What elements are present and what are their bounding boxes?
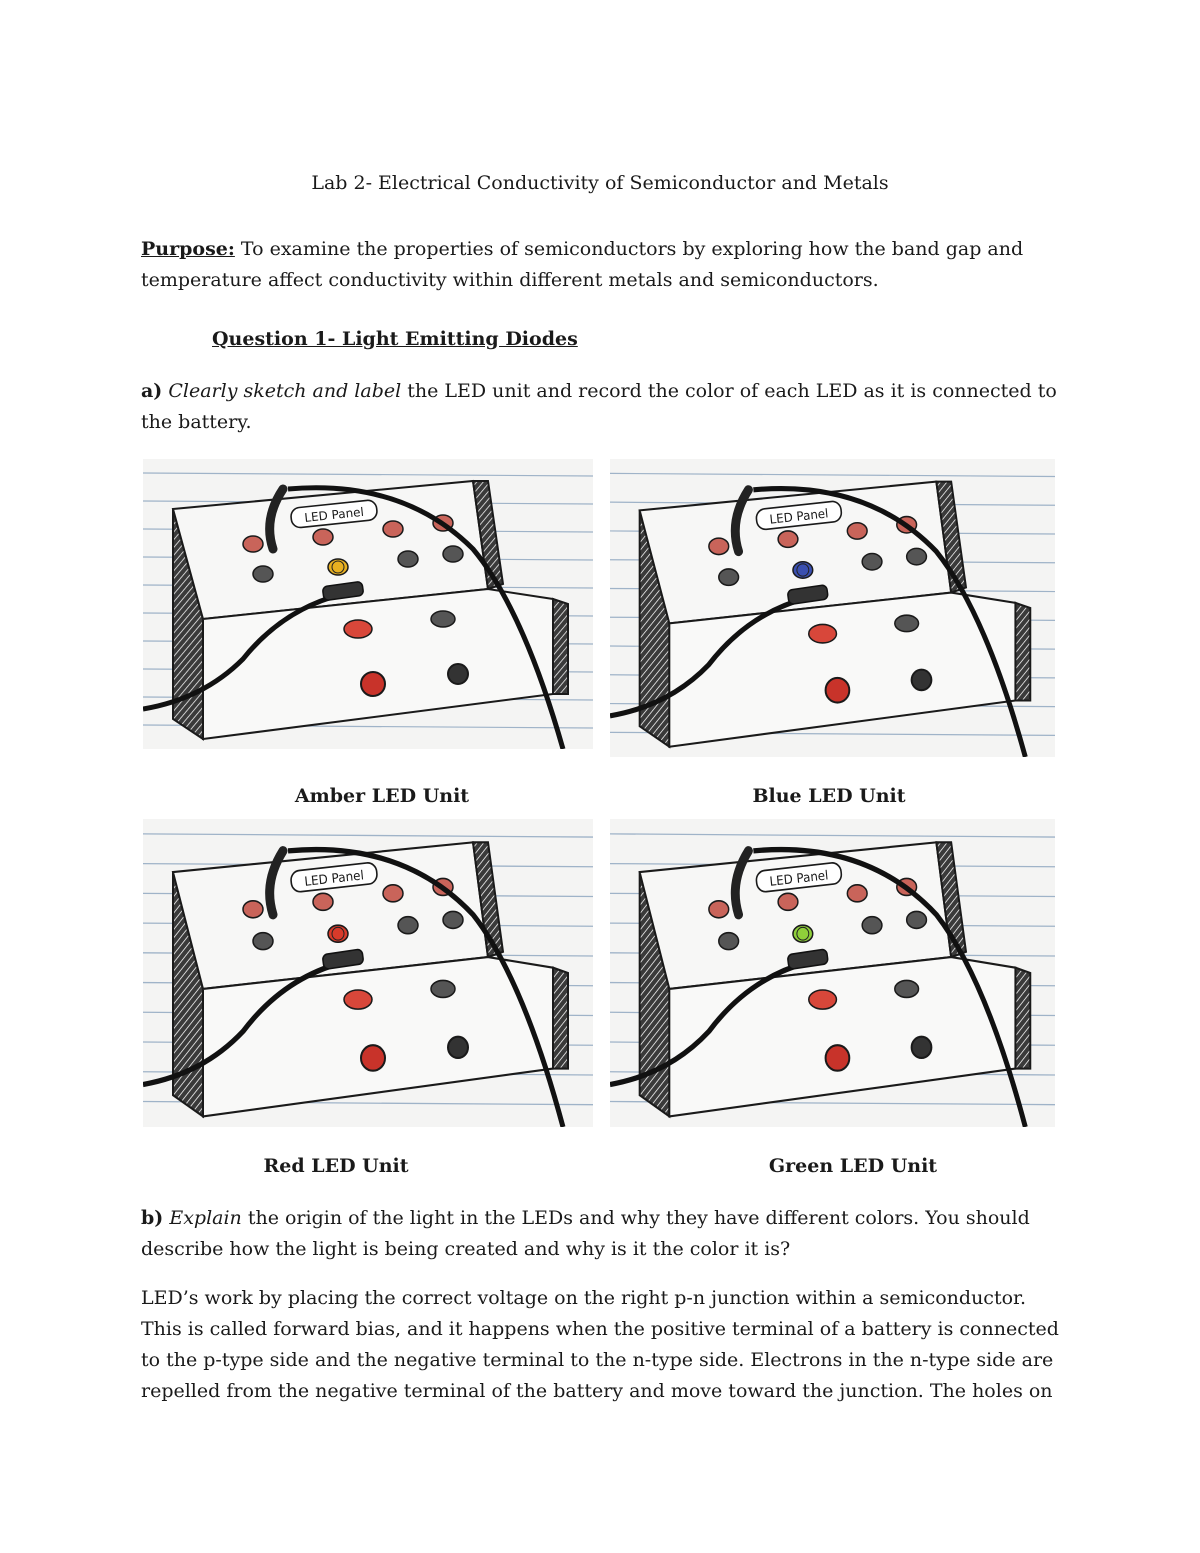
part-a-emphasis: Clearly sketch and label (168, 380, 402, 402)
lit-led (332, 927, 344, 940)
part-a-marker: a) (141, 380, 163, 402)
page-title: Lab 2- Electrical Conductivity of Semiconductor and Metals (311, 172, 889, 194)
box-right-side (1015, 968, 1030, 1069)
led-socket (313, 893, 333, 910)
led-socket (383, 521, 403, 537)
led-socket (862, 554, 882, 570)
ruled-line (143, 473, 593, 476)
black-terminal (448, 1037, 468, 1058)
led-socket (778, 893, 798, 910)
purpose-text: To examine the properties of semiconductors by exploring how the band gap and temperature affect conductivity within different metals and semiconductors. (141, 238, 1024, 291)
question-1-heading: Question 1- Light Emitting Diodes (212, 328, 578, 350)
black-terminal (912, 670, 932, 691)
green-led-sketch (610, 819, 1055, 1127)
blue-led-sketch (610, 459, 1055, 757)
red-led-sketch (143, 819, 593, 1127)
caption-blue: Blue LED Unit (752, 785, 906, 807)
red-button (809, 624, 837, 642)
panel-label-text: LED Panel (768, 506, 830, 527)
black-button (431, 611, 455, 627)
red-terminal (361, 672, 385, 696)
red-button (344, 620, 372, 638)
led-socket (443, 546, 463, 562)
led-socket (862, 917, 882, 934)
part-b-text: the origin of the light in the LEDs and why they have different colors. You should describe how the light is being created and why is it the color it is? (141, 1207, 1030, 1260)
black-button (895, 980, 919, 997)
ruled-line (610, 473, 1055, 476)
red-terminal (826, 678, 850, 703)
black-terminal (912, 1037, 932, 1058)
led-socket (253, 566, 273, 582)
red-terminal (826, 1045, 850, 1070)
led-socket (383, 885, 403, 902)
black-terminal (448, 664, 468, 684)
purpose-label: Purpose: (141, 238, 235, 260)
part-b-marker: b) (141, 1207, 164, 1229)
ruled-line (610, 834, 1055, 837)
led-socket (398, 551, 418, 567)
caption-green: Green LED Unit (768, 1155, 938, 1177)
red-button (809, 990, 837, 1009)
led-socket (313, 529, 333, 545)
part-b-emphasis: Explain (169, 1207, 242, 1229)
caption-red: Red LED Unit (263, 1155, 409, 1177)
led-socket (398, 917, 418, 934)
led-socket (253, 933, 273, 950)
panel-label-text: LED Panel (303, 504, 365, 525)
amber-led-sketch (143, 459, 593, 749)
part-a-text: the LED unit and record the color of each LED as it is connected to the battery. (141, 380, 1057, 433)
led-socket (709, 901, 729, 918)
red-terminal (361, 1045, 385, 1070)
led-socket (907, 911, 927, 928)
black-button (895, 615, 919, 631)
led-socket (243, 536, 263, 552)
answer-paragraph: LED’s work by placing the correct voltage on the right p-n junction within a semiconductor. This is called forward bias, and it happens when the positive terminal of a battery is connected to the p-type side and the negative terminal to the n-type side. Electrons in the n-type side are repelled from the negative terminal of the battery and move toward the junction. The holes on (141, 1287, 1059, 1402)
panel-label-text: LED Panel (303, 868, 365, 889)
led-socket (443, 911, 463, 928)
box-right-side (553, 599, 568, 694)
led-socket (719, 933, 739, 950)
led-socket (847, 885, 867, 902)
purpose-paragraph (141, 234, 1061, 296)
led-socket (719, 569, 739, 585)
part-a-prompt (141, 376, 1061, 438)
caption-amber: Amber LED Unit (294, 785, 470, 807)
led-socket (243, 901, 263, 918)
box-right-side (1015, 603, 1030, 701)
lit-led (332, 561, 344, 573)
led-socket (778, 531, 798, 547)
lit-led (797, 927, 809, 940)
red-button (344, 990, 372, 1009)
led-socket (907, 548, 927, 564)
led-socket (709, 538, 729, 554)
panel-label-text: LED Panel (768, 867, 830, 889)
black-button (431, 980, 455, 997)
part-b-prompt (141, 1203, 1061, 1265)
lit-led (797, 564, 809, 576)
box-right-side (553, 968, 568, 1069)
ruled-line (143, 834, 593, 837)
led-socket (847, 523, 867, 539)
